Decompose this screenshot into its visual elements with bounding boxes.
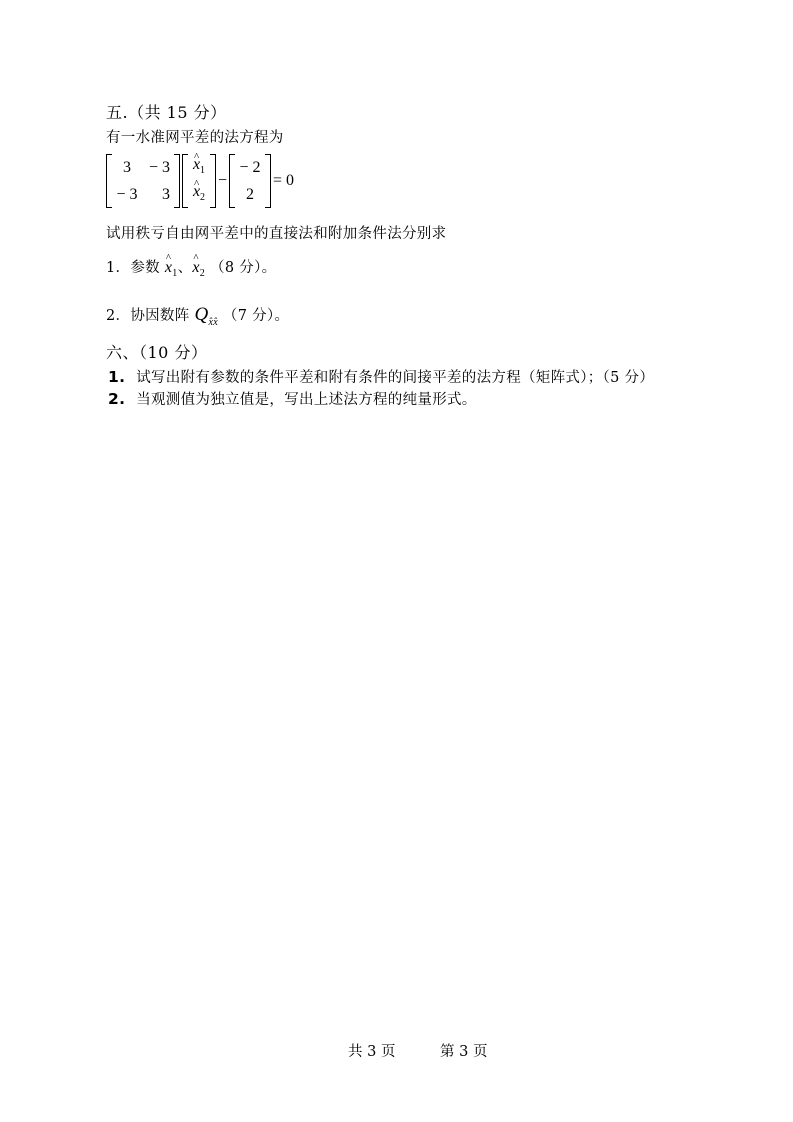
minus-operator: − <box>218 172 228 189</box>
matrix-cell: 3 <box>123 159 131 176</box>
vector-cell: 2 <box>246 186 255 203</box>
section6-heading: 六、（10 分） <box>106 343 208 362</box>
x-hat-symbol: ^ x <box>165 259 172 277</box>
matrix-cell: 3 <box>162 186 170 203</box>
subscript: 1 <box>200 165 206 177</box>
subscript: 2 <box>199 268 206 280</box>
vector-cell: − 2 <box>239 159 261 176</box>
section6-item2 <box>108 388 477 409</box>
x-hat-symbol: ^ x <box>192 259 199 277</box>
item2-label: 2．协因数阵 <box>106 308 190 324</box>
section5-intro: 有一水准网平差的法方程为 <box>106 130 284 146</box>
x-hat-symbol: ^ x <box>193 178 200 205</box>
x2-hat <box>192 259 206 280</box>
section5-item2 <box>106 304 289 328</box>
item-text: 当观测值为独立值是，写出上述法方程的纯量形式。 <box>136 392 477 408</box>
item1-points: （8 分）。 <box>210 260 277 276</box>
subscript: 1 <box>172 268 178 280</box>
section5-item1 <box>106 256 276 279</box>
coefficient-matrix <box>106 154 180 208</box>
q-matrix-symbol <box>194 304 218 328</box>
footer-current-page: 第 3 页 <box>440 1044 488 1060</box>
item-text: 试写出附有参数的条件平差和附有条件的间接平差的法方程（矩阵式）；（5 分） <box>136 370 655 386</box>
matrix-cell: − 3 <box>116 186 138 203</box>
item-number: 2. <box>108 390 126 408</box>
item1-label: 1．参数 <box>106 260 160 276</box>
section5-task: 试用秩亏自由网平差中的直接法和附加条件法分别求 <box>106 226 447 242</box>
equals-zero: = 0 <box>273 172 295 189</box>
subscript: x̂x̂ <box>208 316 218 328</box>
footer-total-pages: 共 3 页 <box>348 1044 396 1060</box>
normal-equation <box>106 152 296 210</box>
item-number: 1. <box>108 368 126 386</box>
q-letter: Q <box>194 304 209 325</box>
subscript: 2 <box>200 192 206 204</box>
item2-points: （7 分）。 <box>222 308 290 324</box>
unknown-vector <box>182 154 216 208</box>
matrix-cell: − 3 <box>148 159 170 176</box>
section5-heading: 五.（共 15 分） <box>106 103 227 122</box>
x1-hat <box>164 259 178 280</box>
section6-item1 <box>108 366 654 387</box>
vector-cell <box>188 178 210 211</box>
x-hat-symbol: ^ x <box>193 151 200 178</box>
separator: 、 <box>177 260 193 276</box>
constant-vector <box>229 154 271 208</box>
